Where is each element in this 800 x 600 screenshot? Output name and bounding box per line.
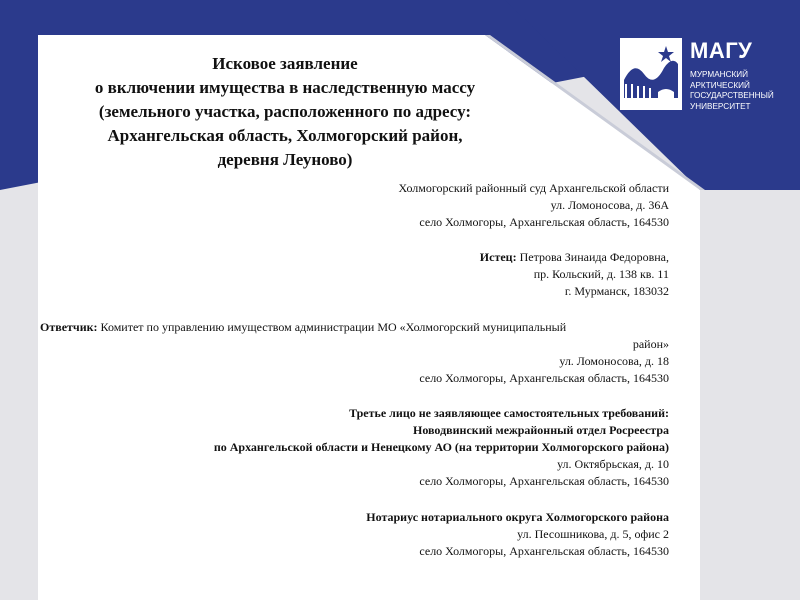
plaintiff-city: г. Мурманск, 183032 <box>564 284 669 298</box>
university-logo <box>620 38 780 110</box>
title-line: (земельного участка, расположенного по адресу: <box>98 102 472 121</box>
respondent-name: Комитет по управлению имуществом администрации МО «Холмогорский муниципальный <box>100 320 567 334</box>
third-party-city: село Холмогоры, Архангельская область, 164530 <box>419 474 669 488</box>
title-line: деревня Леуново) <box>217 150 353 169</box>
notary-city: село Холмогоры, Архангельская область, 164530 <box>419 544 669 558</box>
plaintiff-street: пр. Кольский, д. 138 кв. 11 <box>533 267 669 281</box>
third-party-block <box>214 405 669 490</box>
title-line: Архангельская область, Холмогорский район, <box>107 126 463 145</box>
university-emblem-icon <box>620 38 682 110</box>
logo-subtitle: МУРМАНСКИЙ АРКТИЧЕСКИЙ ГОСУДАРСТВЕННЫЙ УНИВЕРСИТЕТ <box>690 70 774 111</box>
third-party-name: Новодвинский межрайонный отдел Росреестра <box>412 423 669 437</box>
third-party-name-cont: по Архангельской области и Ненецкому АО (на территории Холмогорского района) <box>213 440 669 454</box>
logo-name: МАГУ <box>690 38 753 63</box>
plaintiff-name: Петрова Зинаида Федоровна, <box>519 250 669 264</box>
notary-street: ул. Песошникова, д. 5, офис 2 <box>517 527 669 541</box>
court-street: ул. Ломоносова, д. 36А <box>550 198 669 212</box>
court-city: село Холмогоры, Архангельская область, 164530 <box>419 215 669 229</box>
respondent-city: село Холмогоры, Архангельская область, 164530 <box>419 371 669 385</box>
third-party-heading: Третье лицо не заявляющее самостоятельных требований: <box>349 406 669 420</box>
court-name: Холмогорский районный суд Архангельской области <box>398 181 669 195</box>
respondent-street: ул. Ломоносова, д. 18 <box>559 354 669 368</box>
respondent-name-cont: район» <box>632 337 669 351</box>
document-title <box>50 52 520 172</box>
title-line: о включении имущества в наследственную массу <box>94 78 476 97</box>
respondent-block <box>40 319 669 387</box>
plaintiff-block <box>480 249 669 300</box>
title-line: Исковое заявление <box>212 54 358 73</box>
notary-block <box>366 509 669 560</box>
court-block <box>399 180 669 231</box>
plaintiff-label: Истец: <box>479 250 517 264</box>
respondent-label: Ответчик: <box>40 320 98 334</box>
third-party-street: ул. Октябрьская, д. 10 <box>557 457 669 471</box>
notary-name: Нотариус нотариального округа Холмогорского района <box>366 510 669 524</box>
